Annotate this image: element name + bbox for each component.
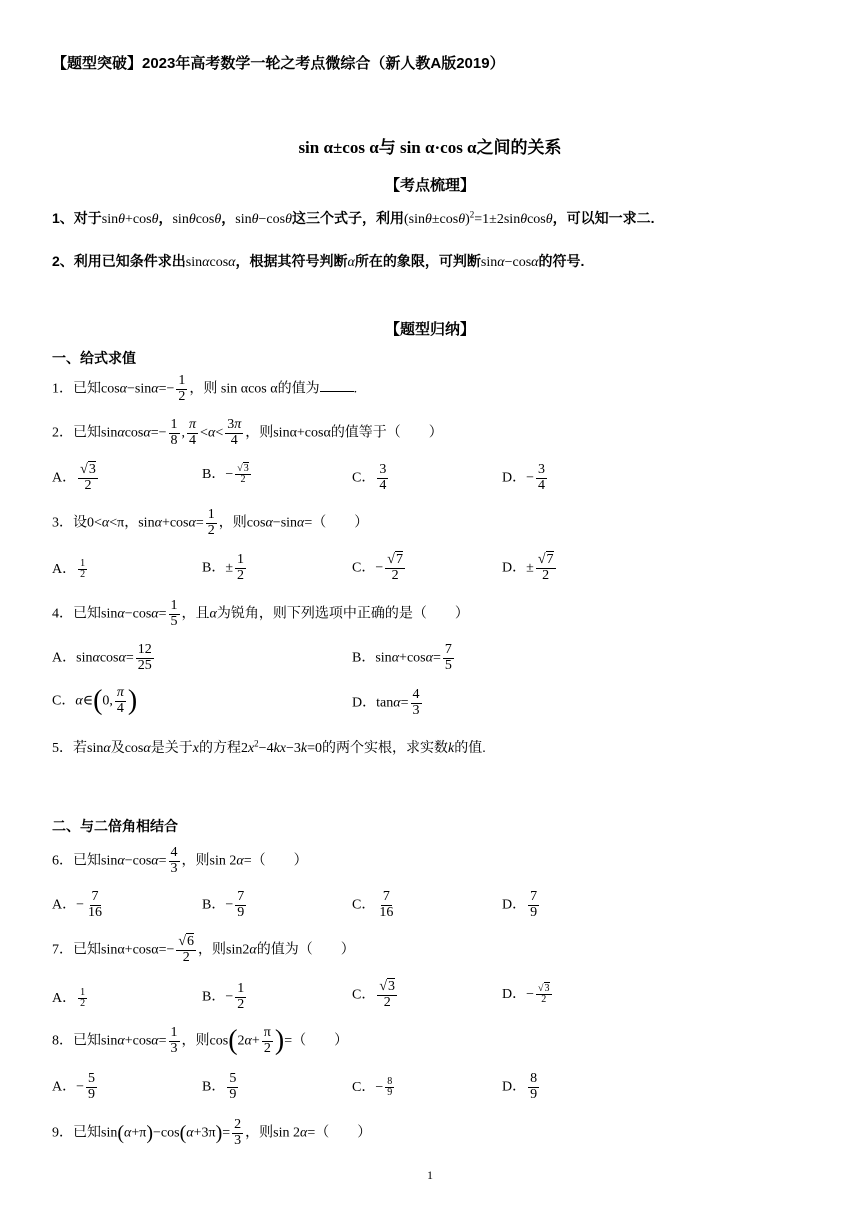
q3-option-a[interactable]: A． $\frac{1}{2}$ bbox=[52, 557, 86, 581]
q8-option-a[interactable]: A．− $\frac{5}{9}$ bbox=[52, 1071, 96, 1102]
q7-option-c[interactable]: C． $\frac{√3}{2}$ bbox=[352, 979, 396, 1010]
q6-option-c[interactable]: C． $\frac{7}{16}$ bbox=[352, 889, 394, 920]
q2-option-b[interactable]: B．− $\frac{√3}{2}$ bbox=[202, 462, 249, 486]
q4-option-a[interactable]: A．sinαcosα= $\frac{12}{25}$ bbox=[52, 642, 152, 673]
question-3: 3．设0<α<π，sinα+cosα= $\frac{1}{2}$ ，则cosα−sinα=（ ） bbox=[52, 507, 369, 538]
kd-item-1: 1、对于sinθ+cosθ，sinθcosθ，sinθ−cosθ这三个式子，利用$(\sin\theta\pm\cos\theta)^2=1\pm 2\sin\theta\cos\theta$，可以知一求二. bbox=[52, 209, 655, 227]
q2-option-a[interactable]: A． $\frac{√3}{2}$ bbox=[52, 462, 96, 493]
q8-option-d[interactable]: D． $\frac{8}{9}$ bbox=[502, 1071, 538, 1102]
question-5: 5．若sinα及cosα是关于x的方程$2x^2-4kx-3k=0$的两个实根，求实数k的值. bbox=[52, 738, 486, 756]
q3-option-c[interactable]: C．− $\frac{√7}{2}$ bbox=[352, 552, 403, 583]
q8-option-b[interactable]: B． $\frac{5}{9}$ bbox=[202, 1071, 237, 1102]
q6-option-a[interactable]: A．− $\frac{7}{16}$ bbox=[52, 889, 103, 920]
q3-option-b[interactable]: B．± $\frac{1}{2}$ bbox=[202, 552, 245, 583]
kd-item-2: 2、利用已知条件求出sinαcosα，根据其符号判断α所在的象限，可判断sinα−cosα的符号. bbox=[52, 253, 585, 270]
q7-option-b[interactable]: B．− $\frac{1}{2}$ bbox=[202, 981, 245, 1012]
question-7: 7．已知sinα+cosα=− $\frac{√6}{2}$ ，则sin2α的值为（ ） bbox=[52, 934, 355, 965]
q8-option-c[interactable]: C．− $\frac{8}{9}$ bbox=[352, 1075, 393, 1099]
question-8: 8．已知sinα+cosα= $\frac{1}{3}$ ，则cos(2α+ $\frac{\pi}{2}$ )=（ ） bbox=[52, 1025, 349, 1057]
q4-option-d[interactable]: D．tanα= $\frac{4}{3}$ bbox=[352, 687, 420, 718]
q3-option-d[interactable]: D．± $\frac{√7}{2}$ bbox=[502, 552, 554, 583]
q4-option-c[interactable]: C．α∈(0, $\frac{\pi}{4}$ ) bbox=[52, 685, 138, 717]
q2-option-c[interactable]: C． $\frac{3}{4}$ bbox=[352, 462, 387, 493]
q6-option-d[interactable]: D． $\frac{7}{9}$ bbox=[502, 889, 538, 920]
question-6: 6．已知sinα−cosα= $\frac{4}{3}$ ，则sin 2α=（ ） bbox=[52, 845, 308, 876]
part-heading-2: 二、与二倍角相结合 bbox=[52, 818, 178, 834]
q6-option-b[interactable]: B．− $\frac{7}{9}$ bbox=[202, 889, 245, 920]
section-heading-kaodian: 【考点梳理】 bbox=[384, 177, 475, 194]
question-2: 2．已知sinαcosα=− $\frac{1}{8}$ , $\frac{\pi}{4}$ <α< $\frac{3\pi}{4}$ ，则sinα+cosα的值等于（ ） bbox=[52, 417, 443, 448]
question-1: 1．已知cosα−sinα=− $\frac{1}{2}$ ，则 sin αcos α的值为 . bbox=[52, 373, 358, 404]
q2-option-d[interactable]: D．− $\frac{3}{4}$ bbox=[502, 462, 546, 493]
q4-option-b[interactable]: B．sinα+cosα= $\frac{7}{5}$ bbox=[352, 642, 452, 673]
section-heading-tixing: 【题型归纳】 bbox=[384, 321, 475, 338]
question-4: 4．已知sinα−cosα= $\frac{1}{5}$ ，且α为锐角，则下列选项中正确的是（ ） bbox=[52, 598, 469, 629]
part-heading-1: 一、给式求值 bbox=[52, 350, 136, 366]
document-title: sin α±cos α与 sin α·cos α之间的关系 bbox=[298, 138, 562, 157]
q7-option-a[interactable]: A． $\frac{1}{2}$ bbox=[52, 986, 86, 1010]
document-header: 【题型突破】2023年高考数学一轮之考点微综合（新人教A版2019） bbox=[52, 55, 505, 72]
question-9: 9．已知sin(α+π)−cos(α+3π)= $\frac{2}{3}$ ，则sin 2α=（ ） bbox=[52, 1117, 372, 1148]
q7-option-d[interactable]: D．− $\frac{√3}{2}$ bbox=[502, 982, 550, 1006]
page-number: 1 bbox=[427, 1168, 433, 1182]
